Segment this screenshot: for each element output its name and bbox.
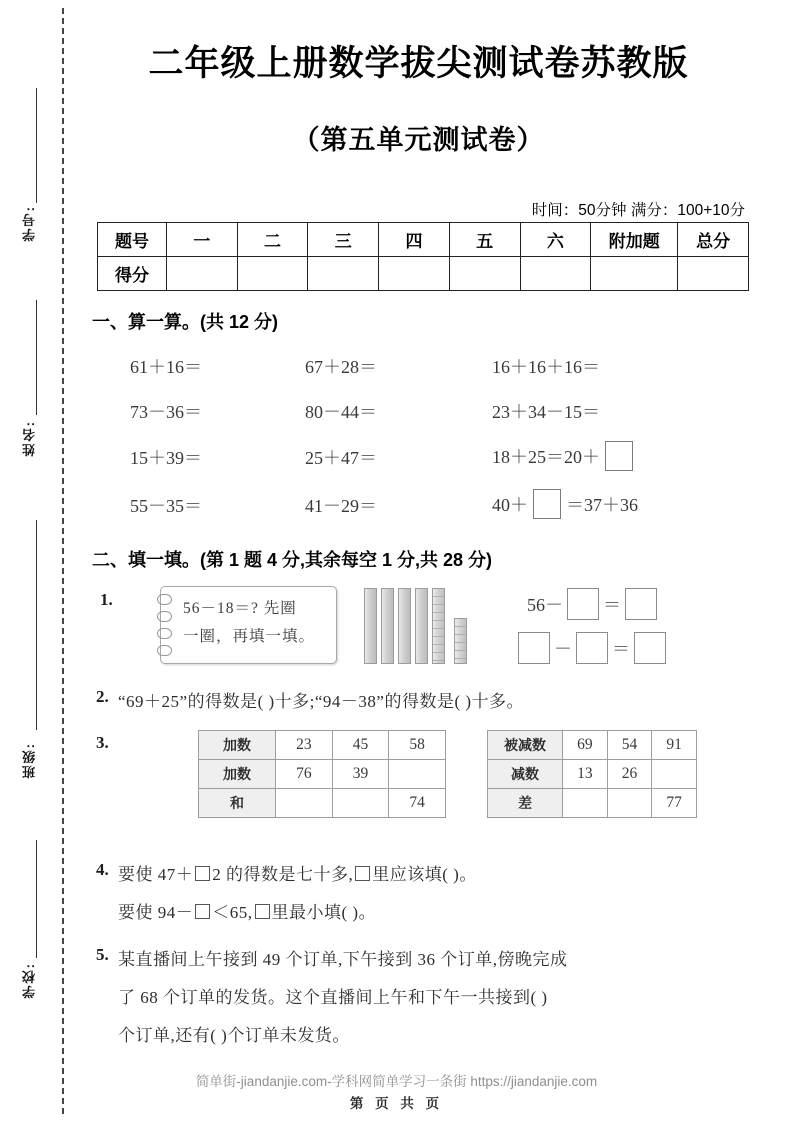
spiral-ring-icon-2 <box>157 611 172 622</box>
calc-item-3: 16＋16＋16＝ <box>492 357 600 377</box>
calc-item-10: 55－35＝ <box>130 496 202 516</box>
score-table-col-6: 附加题 <box>591 223 678 257</box>
right-row-label-0: 被减数 <box>488 731 563 760</box>
left-cell-1-0[interactable]: 76 <box>276 760 333 789</box>
calc-item-8: 25＋47＝ <box>305 448 377 468</box>
left-row-label-1: 加数 <box>199 760 276 789</box>
q4-blank-square-1[interactable] <box>195 866 210 881</box>
question-3-table-right <box>487 730 697 818</box>
rod-ten-3 <box>398 588 411 664</box>
question-4-line-1 <box>118 860 477 885</box>
answer-box-10[interactable] <box>533 489 561 519</box>
score-cell-2[interactable] <box>308 257 379 291</box>
margin-rule-3 <box>36 520 37 730</box>
right-cell-1-0[interactable]: 13 <box>563 760 608 789</box>
spiral-ring-icon-3 <box>157 628 172 639</box>
score-cell-0[interactable] <box>167 257 238 291</box>
score-table-row-label-0: 题号 <box>98 223 167 257</box>
q4-line2-b: ＜65, <box>212 903 253 922</box>
rod-ten-5 <box>432 588 445 664</box>
margin-rule-2 <box>36 300 37 415</box>
notepad-text <box>183 595 328 651</box>
calc-item-1: 61＋16＝ <box>130 357 202 377</box>
right-cell-2-1[interactable] <box>607 789 652 818</box>
eq1-blank-2[interactable] <box>625 588 657 620</box>
margin-label-school: 学校: <box>22 962 37 999</box>
eq1-prefix: 56－ <box>527 595 563 615</box>
calc-item-12 <box>492 489 638 519</box>
right-cell-0-1[interactable]: 54 <box>607 731 652 760</box>
eq1-blank-1[interactable] <box>567 588 599 620</box>
margin-rule-1 <box>36 88 37 203</box>
score-cell-5[interactable] <box>520 257 591 291</box>
page-title: 二年级上册数学拔尖测试卷苏教版 <box>148 44 689 83</box>
rod-ten-1 <box>364 588 377 664</box>
question-3-number: 3. <box>96 733 109 752</box>
right-cell-0-0[interactable]: 69 <box>563 731 608 760</box>
score-table-col-5: 六 <box>520 223 591 257</box>
calc-item-9-text: 18＋25＝20＋ <box>492 447 600 467</box>
calc-item-12-suffix: ＝37＋36 <box>566 495 638 515</box>
notepad-line-2: 一圈，再填一填。 <box>183 628 316 645</box>
right-cell-1-1[interactable]: 26 <box>607 760 652 789</box>
q4-blank-square-4[interactable] <box>255 904 270 919</box>
right-cell-1-2[interactable] <box>652 760 697 789</box>
score-table-col-0: 一 <box>167 223 238 257</box>
page-number-footer: 第 页 共 页 <box>349 1096 444 1111</box>
question-3-table-left <box>198 730 446 818</box>
score-table-row-label-1: 得分 <box>98 257 167 291</box>
calc-item-6: 23＋34－15＝ <box>492 402 600 422</box>
calc-item-9 <box>492 441 636 471</box>
left-cell-1-2[interactable] <box>389 760 446 789</box>
left-row-label-0: 加数 <box>199 731 276 760</box>
question-5-line-3: 个订单,还有( )个订单未发货。 <box>118 1026 350 1045</box>
question-1-number: 1. <box>100 590 113 609</box>
spiral-ring-icon-4 <box>157 645 172 656</box>
q4-blank-square-2[interactable] <box>355 866 370 881</box>
q4-line2-c: 里最小填( )。 <box>271 903 377 922</box>
right-cell-0-2[interactable]: 91 <box>652 731 697 760</box>
eq2-minus: － <box>554 639 572 659</box>
q4-line1-b: 2 的得数是七十多, <box>212 865 354 884</box>
score-table-col-3: 四 <box>379 223 450 257</box>
left-cell-0-2[interactable]: 58 <box>389 731 446 760</box>
table-row <box>488 789 697 818</box>
section-1-heading: 一、算一算。(共 12 分) <box>92 312 279 332</box>
calc-item-5: 80－44＝ <box>305 402 377 422</box>
right-row-label-1: 减数 <box>488 760 563 789</box>
q4-blank-square-3[interactable] <box>195 904 210 919</box>
question-5-line-1: 某直播间上午接到 49 个订单,下午接到 36 个订单,傍晚完成 <box>118 950 568 969</box>
right-row-label-2: 差 <box>488 789 563 818</box>
counting-rods-illustration <box>364 588 484 664</box>
question-5-number: 5. <box>96 945 109 964</box>
table-row <box>199 731 446 760</box>
exam-meta-info: 时间：50分钟 满分：100+10分 <box>531 202 745 219</box>
question-1-equation-1 <box>527 588 657 620</box>
eq2-equals: ＝ <box>612 639 630 659</box>
page-subtitle: （第五单元测试卷） <box>292 125 545 155</box>
left-cell-1-1[interactable]: 39 <box>332 760 389 789</box>
score-table <box>97 222 749 291</box>
margin-label-class: 班级: <box>22 742 37 779</box>
table-row <box>488 760 697 789</box>
question-2-number: 2. <box>96 687 109 706</box>
calc-item-12-prefix: 40＋ <box>492 495 528 515</box>
score-table-col-7: 总分 <box>678 223 749 257</box>
left-row-label-2: 和 <box>199 789 276 818</box>
table-row <box>199 789 446 818</box>
q4-line1-a: 要使 47＋ <box>118 865 194 884</box>
eq2-blank-3[interactable] <box>634 632 666 664</box>
margin-label-student-id: 学号: <box>22 205 37 242</box>
score-cell-4[interactable] <box>449 257 520 291</box>
notepad-prompt <box>160 586 337 664</box>
left-cell-2-2[interactable]: 74 <box>389 789 446 818</box>
table-row <box>199 760 446 789</box>
score-cell-3[interactable] <box>379 257 450 291</box>
score-table-col-1: 二 <box>237 223 308 257</box>
margin-dashed-divider <box>62 8 64 1114</box>
question-4-number: 4. <box>96 860 109 879</box>
right-cell-2-2[interactable]: 77 <box>652 789 697 818</box>
calc-item-4: 73－36＝ <box>130 402 202 422</box>
margin-rule-4 <box>36 840 37 958</box>
right-cell-2-0[interactable] <box>563 789 608 818</box>
rod-ten-2 <box>381 588 394 664</box>
calc-item-7: 15＋39＝ <box>130 448 202 468</box>
answer-box-9[interactable] <box>605 441 633 471</box>
q4-line2-a: 要使 94－ <box>118 903 194 922</box>
score-table-col-4: 五 <box>449 223 520 257</box>
table-row <box>488 731 697 760</box>
rod-ones-6 <box>454 618 467 664</box>
calc-item-2: 67＋28＝ <box>305 357 377 377</box>
left-cell-2-0[interactable] <box>276 789 333 818</box>
q4-line1-c: 里应该填( )。 <box>372 865 477 884</box>
score-table-header-row <box>98 223 749 257</box>
question-4-line-2 <box>118 898 376 923</box>
watermark-text: 简单街-jiandanjie.com-学科网简单学习一条街 https://jiandanjie.com <box>195 1074 598 1089</box>
left-cell-0-0[interactable]: 23 <box>276 731 333 760</box>
score-table-col-2: 三 <box>308 223 379 257</box>
calc-item-11: 41－29＝ <box>305 496 377 516</box>
notepad-line-1: 56－18＝? 先圈 <box>183 600 297 617</box>
spiral-ring-icon-1 <box>157 594 172 605</box>
score-cell-6[interactable] <box>591 257 678 291</box>
left-cell-0-1[interactable]: 45 <box>332 731 389 760</box>
left-cell-2-1[interactable] <box>332 789 389 818</box>
section-2-heading: 二、填一填。(第 1 题 4 分,其余每空 1 分,共 28 分) <box>92 550 493 570</box>
eq2-blank-1[interactable] <box>518 632 550 664</box>
eq2-blank-2[interactable] <box>576 632 608 664</box>
question-5-line-2: 了 68 个订单的发货。这个直播间上午和下午一共接到( ) <box>118 988 548 1007</box>
margin-label-name: 姓名: <box>22 420 37 457</box>
score-cell-7[interactable] <box>678 257 749 291</box>
rod-ten-4 <box>415 588 428 664</box>
score-table-score-row <box>98 257 749 291</box>
question-1-equation-2 <box>518 632 666 664</box>
score-cell-1[interactable] <box>237 257 308 291</box>
question-2-text: “69＋25”的得数是( )十多;“94－38”的得数是( )十多。 <box>118 692 525 711</box>
eq1-equals: ＝ <box>603 595 621 615</box>
